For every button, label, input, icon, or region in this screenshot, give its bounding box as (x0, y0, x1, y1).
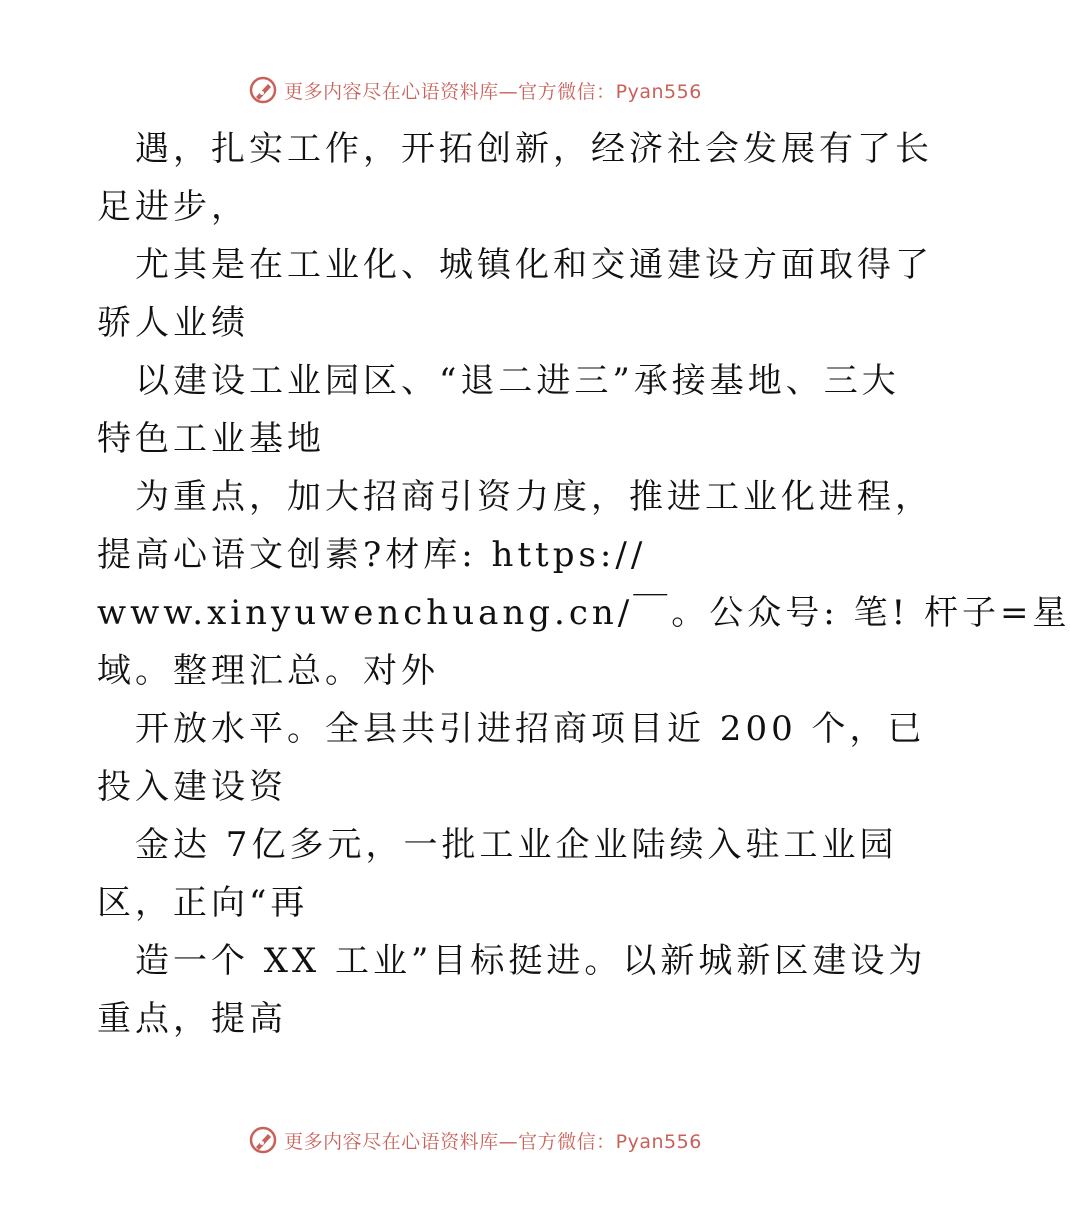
paragraph-line: 域。整理汇总。对外 (97, 651, 439, 691)
footer-watermark-text: 更多内容尽在心语资料库—官方微信：Pyan556 (284, 1130, 702, 1153)
pen-nib-logo-icon (248, 75, 278, 105)
paragraph-line: 足进步， (97, 187, 249, 227)
paragraph-line: 开放水平。全县共引进招商项目近 200 个，已 (135, 709, 926, 749)
header-watermark-banner (0, 70, 950, 110)
pen-nib-logo-icon (248, 1125, 278, 1155)
paragraph-line: 金达 7亿多元，一批工业企业陆续入驻工业园 (135, 825, 898, 865)
paragraph-line: 特色工业基地 (97, 419, 325, 459)
paragraph-line: 区，正向“再 (97, 883, 309, 923)
paragraph-line: 投入建设资 (97, 767, 287, 807)
paragraph-line: 骄人业绩 (97, 303, 249, 343)
paragraph-line: 提高心语文创素?材库: https:// (97, 535, 647, 575)
paragraph-line: 造一个 XX 工业”目标挺进。以新城新区建设为 (135, 941, 927, 981)
paragraph-line: 为重点，加大招商引资力度，推进工业化进程， (135, 477, 933, 517)
paragraph-line: 尤其是在工业化、城镇化和交通建设方面取得了 (135, 245, 933, 285)
paragraph-line: 重点，提高 (97, 999, 287, 1039)
header-watermark-text: 更多内容尽在心语资料库—官方微信：Pyan556 (284, 80, 702, 103)
footer-watermark-banner (0, 1120, 950, 1160)
paragraph-line: 以建设工业园区、“退二进三”承接基地、三大 (135, 361, 900, 401)
paragraph-line: 遇，扎实工作，开拓创新，经济社会发展有了长 (135, 129, 933, 169)
paragraph-line: www.xinyuwenchuang.cn/￣。公众号: 笔! 杆子=星 (97, 593, 1070, 633)
